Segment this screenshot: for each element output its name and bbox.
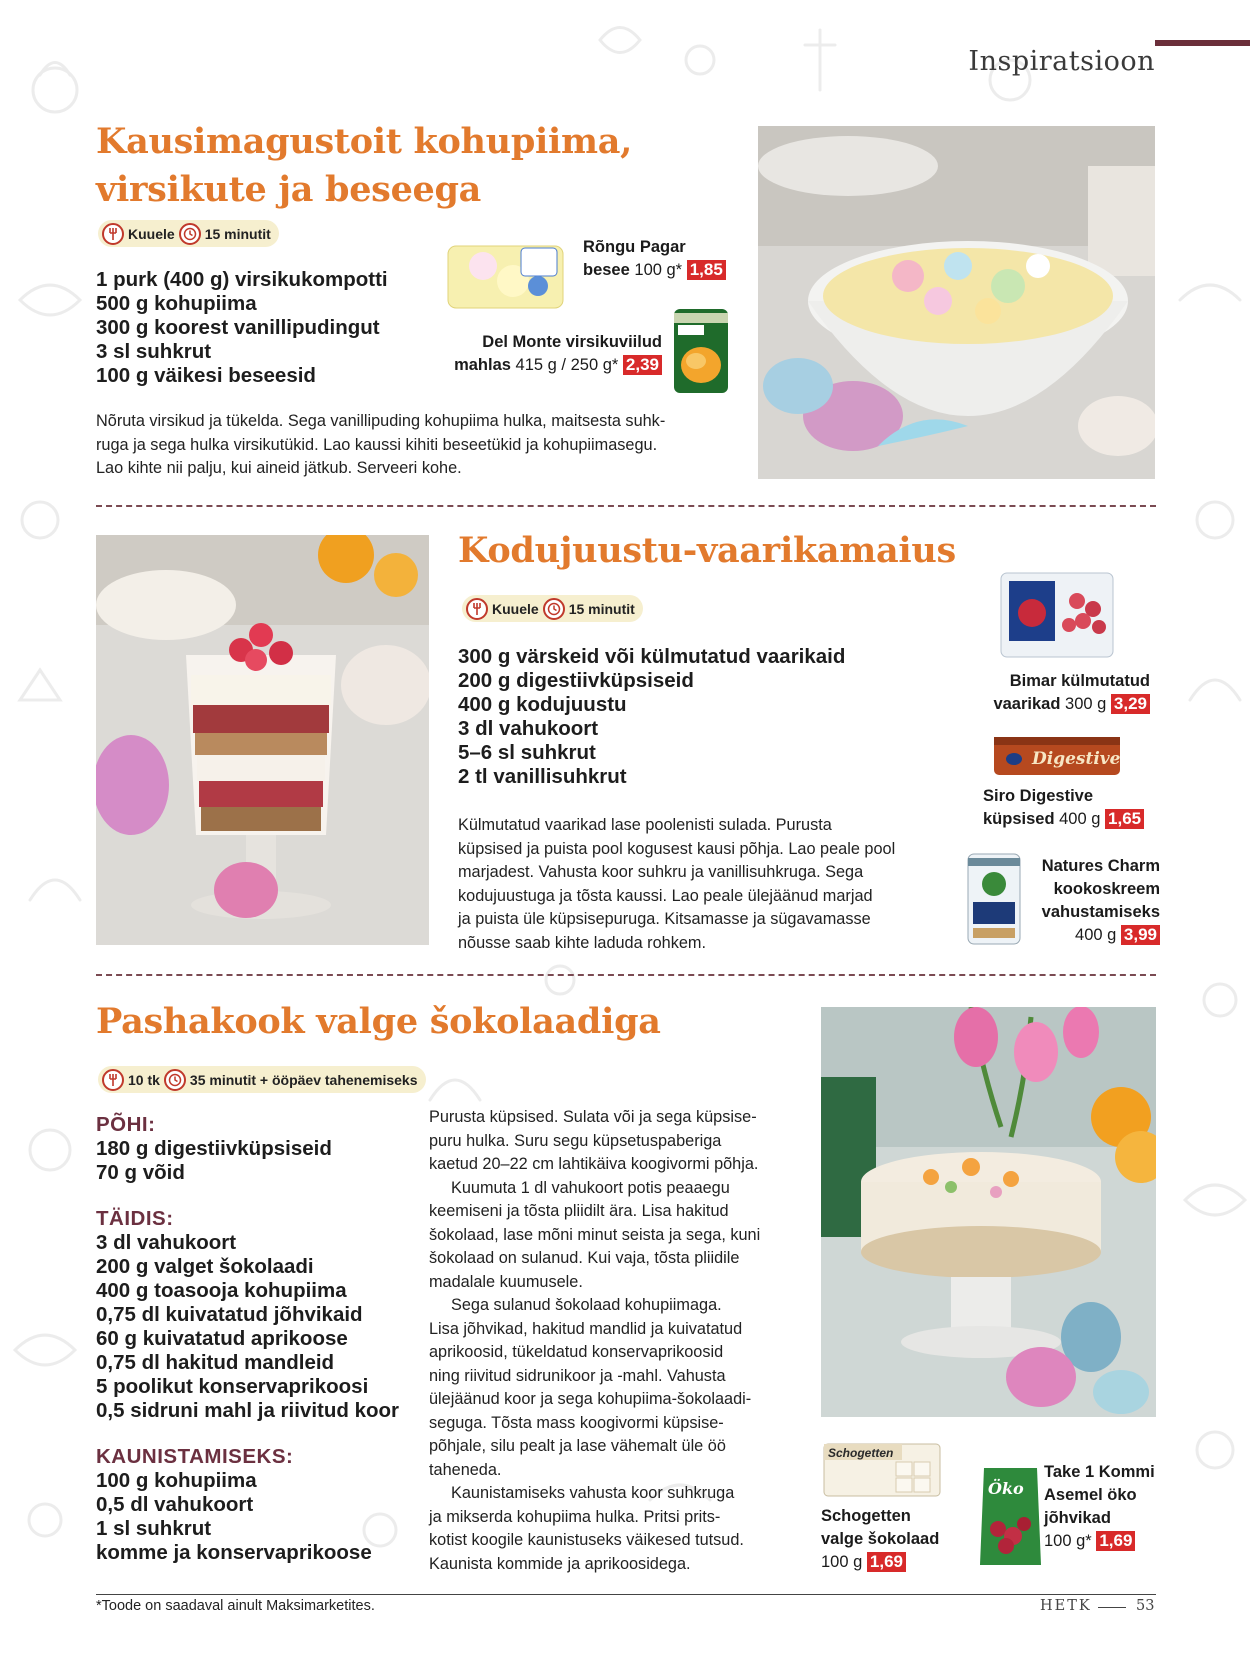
recipe1-meta <box>98 220 279 247</box>
servings-text: 10 tk <box>128 1071 160 1088</box>
cranberry-pack-image <box>978 1464 1043 1569</box>
cranberry-pack-text: Öko <box>988 1479 1024 1498</box>
time-text: 15 minutit <box>568 600 635 617</box>
ingredient: 3 sl suhkrut <box>96 340 212 363</box>
price-tag: 3,99 <box>1121 925 1160 945</box>
coconut-product-label: Natures Charm kookoskreem vahustamiseks 400 g 3,99 <box>1041 857 1160 944</box>
ingredient: 5 poolikut konservaprikoosi <box>96 1375 369 1398</box>
clock-icon <box>179 223 201 245</box>
top-accent-bar <box>1155 40 1250 46</box>
raspberry-pack-image <box>997 565 1117 665</box>
servings-icon <box>102 223 124 245</box>
recipe1-title: Kausimagustoit kohupiima, virsikute ja beseega <box>96 121 632 210</box>
ingredient: 3 dl vahukoort <box>458 717 599 740</box>
recipe3-ingredients <box>96 1113 399 1565</box>
price-tag: 1,85 <box>687 260 726 280</box>
ingredient: 5–6 sl suhkrut <box>458 741 596 764</box>
ingredient: 2 tl vanillisuhkrut <box>458 765 627 788</box>
servings-text: Kuuele <box>492 600 539 617</box>
clock-icon <box>164 1069 186 1091</box>
ingredient: 0,75 dl kuivatatud jõhvikaid <box>96 1303 363 1326</box>
servings-icon <box>466 598 488 620</box>
white-chocolate-pack-image <box>822 1442 942 1498</box>
white-chocolate-product-label: Schogetten valge šokolaad 100 g 1,69 <box>821 1507 940 1571</box>
recipe2-meta <box>462 595 643 622</box>
ingredient: 1 purk (400 g) virsikukompotti <box>96 268 388 291</box>
price-tag: 1,65 <box>1105 809 1144 829</box>
recipe1-ingredients <box>96 268 388 388</box>
digestive-pack-image <box>992 733 1122 779</box>
besee-product-image <box>443 236 568 316</box>
price-tag: 1,69 <box>1096 1531 1135 1551</box>
footer-rule <box>96 1594 1156 1595</box>
ingredient-heading: KAUNISTAMISEKS: <box>96 1445 294 1468</box>
ingredient: 0,5 sidruni mahl ja riivitud koor <box>96 1399 400 1422</box>
servings-text: Kuuele <box>128 225 175 242</box>
ingredient-heading: PÕHI: <box>96 1113 156 1136</box>
ingredient: 200 g digestiivküpsiseid <box>458 669 694 692</box>
ingredient: 200 g valget šokolaadi <box>96 1255 314 1278</box>
coconut-cream-can-image <box>965 850 1023 948</box>
servings-icon <box>102 1069 124 1091</box>
recipe3-method: Purusta küpsised. Sulata või ja sega küpsise- puru hulka. Suru segu küpsetuspaberiga kaetud 20–22 cm lahtikäiva koogivormi põhja. Kuumuta 1 dl vahukoort potis peaaegu keemiseni ja tõsta pliidilt ära. Lisa hakitud šokolaad, lase mõni minut seista ja sega, kuni šokolaad on sulanud. Kui vaja, tõsta pliidile madalale kuumusele. Sega sulanud šokolaad kohupiimaga. Lisa jõhvikad, hakitud mandlid ja kuivatatud aprikoosid, tükeldatud konservaprikoosid ning riivitud sidrunikoor ja -mahl. Vahusta ülejäänud koor ja sega kohupiima-šokolaadi- seguga. Tõsta mass koogivormi küpsise- põhjale, silu pealt ja lase vähemalt üle öö taheneda. Kaunistamiseks vahusta koor suhkruga ja mikserda kohupiima hulka. Pritsi prits- kotist koogile kaunistuseks väikesed tutsud. Kaunista kommide ja aprikoosidega. <box>429 1108 761 1573</box>
spacer <box>96 1185 399 1207</box>
section-divider <box>96 974 1156 976</box>
recipe2-ingredients <box>458 645 845 789</box>
ingredient: 500 g kohupiima <box>96 292 257 315</box>
time-text: 35 minutit + ööpäev tahenemiseks <box>189 1071 418 1088</box>
recipe3-meta <box>98 1066 426 1093</box>
ingredient: 100 g kohupiima <box>96 1469 257 1492</box>
ingredient: 70 g võid <box>96 1161 185 1184</box>
ingredient-heading: TÄIDIS: <box>96 1207 174 1230</box>
digestive-pack-text: Digestive <box>1032 749 1121 769</box>
spacer <box>96 1423 399 1445</box>
recipe1-method: Nõruta virsikud ja tükelda. Sega vanillipuding kohupiima hulka, maitsesta suhk- ruga ja sega hulka virsikutükid. Lao kaussi kihiti beseetükid ja kohupiimasegu. Lao kihte nii palju, kui aineid jätkub. Serveeri kohe. <box>96 412 666 477</box>
price-tag: 3,29 <box>1111 694 1150 714</box>
recipe3-title: Pashakook valge šokolaadiga <box>96 1001 661 1042</box>
peach-product-label: Del Monte virsikuviilud mahlas 415 g / 250 g* 2,39 <box>454 333 662 374</box>
ingredient: 0,5 dl vahukoort <box>96 1493 254 1516</box>
raspberry-product-label: Bimar külmutatud vaarikad 300 g 3,29 <box>993 672 1150 713</box>
time-text: 15 minutit <box>204 225 271 242</box>
magazine-brand: HETK <box>1040 1598 1092 1614</box>
price-tag: 2,39 <box>623 355 662 375</box>
section-label: Inspiratsioon <box>968 46 1155 77</box>
besee-product-label: Rõngu Pagar besee 100 g* 1,85 <box>583 236 726 282</box>
ingredient: 100 g väikesi beseesid <box>96 364 316 387</box>
recipe1-photo <box>758 126 1155 479</box>
ingredient: komme ja konservaprikoose <box>96 1541 372 1564</box>
section-divider <box>96 505 1156 507</box>
white-chocolate-pack-text: Schogetten <box>828 1446 894 1460</box>
ingredient: 0,75 dl hakitud mandleid <box>96 1351 335 1374</box>
recipe3-photo <box>821 1007 1156 1417</box>
ingredient: 300 g koorest vanillipudingut <box>96 316 380 339</box>
ingredient: 180 g digestiivküpsiseid <box>96 1137 332 1160</box>
digestive-product-label: Siro Digestive küpsised 400 g 1,65 <box>983 785 1144 831</box>
cranberry-product-label: Take 1 Kommi Asemel öko jõhvikad 100 g* 1,69 <box>1044 1463 1155 1550</box>
ingredient: 300 g värskeid või külmutatud vaarikaid <box>458 645 846 668</box>
ingredient: 400 g kodujuustu <box>458 693 627 716</box>
ingredient: 1 sl suhkrut <box>96 1517 212 1540</box>
recipe2-photo <box>96 535 429 945</box>
footer-dash <box>1098 1607 1126 1608</box>
peach-can-image <box>672 305 730 397</box>
page-number: 53 <box>1136 1598 1155 1614</box>
clock-icon <box>543 598 565 620</box>
footnote: *Toode on saadaval ainult Maksimarketites. <box>96 1598 375 1614</box>
recipe2-title: Kodujuustu-vaarikamaius <box>458 530 956 571</box>
ingredient: 60 g kuivatatud aprikoose <box>96 1327 348 1350</box>
ingredient: 400 g toasooja kohupiima <box>96 1279 347 1302</box>
ingredient: 3 dl vahukoort <box>96 1231 237 1254</box>
price-tag: 1,69 <box>867 1552 906 1572</box>
recipe2-method: Külmutatud vaarikad lase poolenisti sulada. Purusta küpsised ja puista pool kogusest kausi põhja. Lao peale pool marjadest. Vahusta koor suhkru ja vanillisuhkruga. Sega kodujuustuga ja tõsta kaussi. Lao peale ülejäänud marjad ja puista üle küpsisepuruga. Kitsamasse ja sügavamasse nõusse saab kihte laduda rohkem. <box>458 816 896 952</box>
